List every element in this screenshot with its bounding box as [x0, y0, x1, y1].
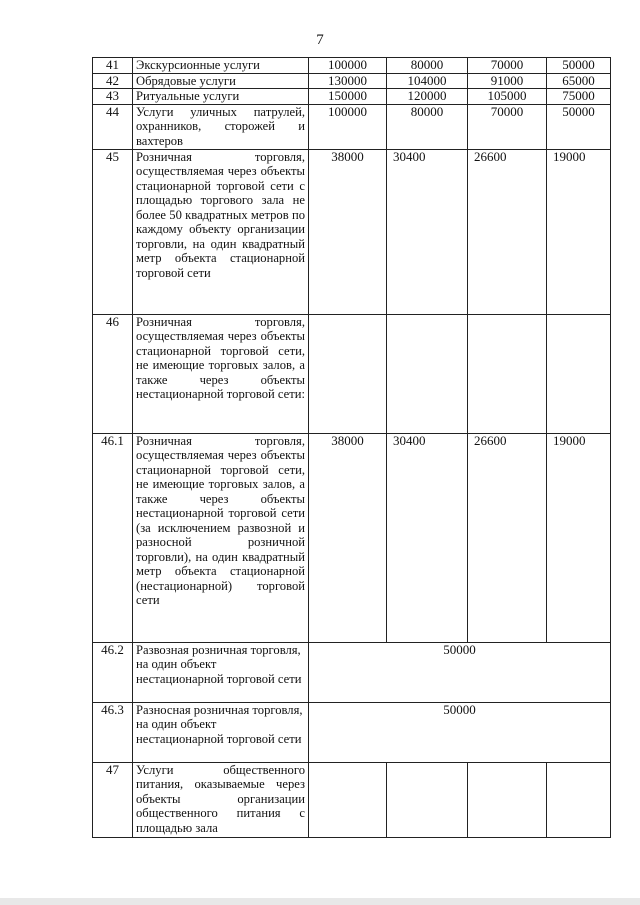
- row-number: 45: [93, 149, 133, 314]
- rate-cell: 70000: [468, 58, 547, 74]
- tax-rate-table: [92, 57, 611, 838]
- rate-cell: 70000: [468, 104, 547, 149]
- rate-cell: 120000: [387, 89, 468, 105]
- page-number: 7: [316, 32, 324, 48]
- rate-cell: 26600: [468, 433, 547, 642]
- service-name: Разносная розничная торговля, на один объект нестационарной торговой сети: [133, 702, 309, 762]
- service-name: Услуги уличных патрулей, охранников, сторожей и вахтеров: [133, 104, 309, 149]
- rate-cell: [309, 314, 387, 433]
- row-number: 46: [93, 314, 133, 433]
- table-row: [93, 73, 611, 89]
- rate-cell: 38000: [309, 433, 387, 642]
- rate-cell: [468, 762, 547, 837]
- rate-cell: 104000: [387, 73, 468, 89]
- rate-cell: 80000: [387, 58, 468, 74]
- service-name: Розничная торговля, осуществляемая через объекты стационарной торговой сети, не имеющие торговых залов, а также через объекты нестационарной торговой сети (за исключением развозной и разносной розничной торговли), на один квадратный метр объекта стационарной (нестационарной) торговой сети: [133, 433, 309, 642]
- rate-cell: 100000: [309, 104, 387, 149]
- rate-cell: 75000: [547, 89, 611, 105]
- rate-cell: 105000: [468, 89, 547, 105]
- row-number: 42: [93, 73, 133, 89]
- row-number: 44: [93, 104, 133, 149]
- table-row: [93, 642, 611, 702]
- rate-cell: 100000: [309, 58, 387, 74]
- rate-cell: [387, 762, 468, 837]
- scan-bottom-edge: [0, 898, 640, 905]
- service-name: Розничная торговля, осуществляемая через объекты стационарной торговой сети с площадью торгового зала не более 50 квадратных метров по каждому объекту организации торговли, на один квадратный метр объекта стационарной торговой сети: [133, 149, 309, 314]
- rate-cell: [547, 762, 611, 837]
- rate-cell: [309, 762, 387, 837]
- table-row: [93, 149, 611, 314]
- table-row: [93, 702, 611, 762]
- table-row: [93, 58, 611, 74]
- rate-cell: 19000: [547, 149, 611, 314]
- rate-cell: 65000: [547, 73, 611, 89]
- service-name: Экскурсионные услуги: [133, 58, 309, 74]
- rate-cell: 19000: [547, 433, 611, 642]
- rate-cell: 38000: [309, 149, 387, 314]
- row-number: 47: [93, 762, 133, 837]
- service-name: Обрядовые услуги: [133, 73, 309, 89]
- rate-cell: 30400: [387, 433, 468, 642]
- rate-cell: 80000: [387, 104, 468, 149]
- row-number: 46.1: [93, 433, 133, 642]
- rate-cell: 30400: [387, 149, 468, 314]
- table-row: [93, 89, 611, 105]
- rate-cell: [468, 314, 547, 433]
- row-number: 46.2: [93, 642, 133, 702]
- merged-rate-cell: 50000: [309, 702, 611, 762]
- rate-cell: [387, 314, 468, 433]
- rate-cell: 26600: [468, 149, 547, 314]
- rate-cell: 150000: [309, 89, 387, 105]
- service-name: Услуги общественного питания, оказываемые через объекты организации общественного питания с площадью зала: [133, 762, 309, 837]
- table-row: [93, 433, 611, 642]
- rate-cell: 91000: [468, 73, 547, 89]
- row-number: 46.3: [93, 702, 133, 762]
- table-row: [93, 104, 611, 149]
- row-number: 43: [93, 89, 133, 105]
- rate-cell: [547, 314, 611, 433]
- service-name: Розничная торговля, осуществляемая через объекты стационарной торговой сети, не имеющие торговых залов, а также через объекты нестационарной торговой сети:: [133, 314, 309, 433]
- table-row: [93, 762, 611, 837]
- table-row: [93, 314, 611, 433]
- service-name: Ритуальные услуги: [133, 89, 309, 105]
- rate-cell: 50000: [547, 104, 611, 149]
- rate-cell: 50000: [547, 58, 611, 74]
- merged-rate-cell: 50000: [309, 642, 611, 702]
- service-name: Развозная розничная торговля, на один объект нестационарной торговой сети: [133, 642, 309, 702]
- rate-cell: 130000: [309, 73, 387, 89]
- row-number: 41: [93, 58, 133, 74]
